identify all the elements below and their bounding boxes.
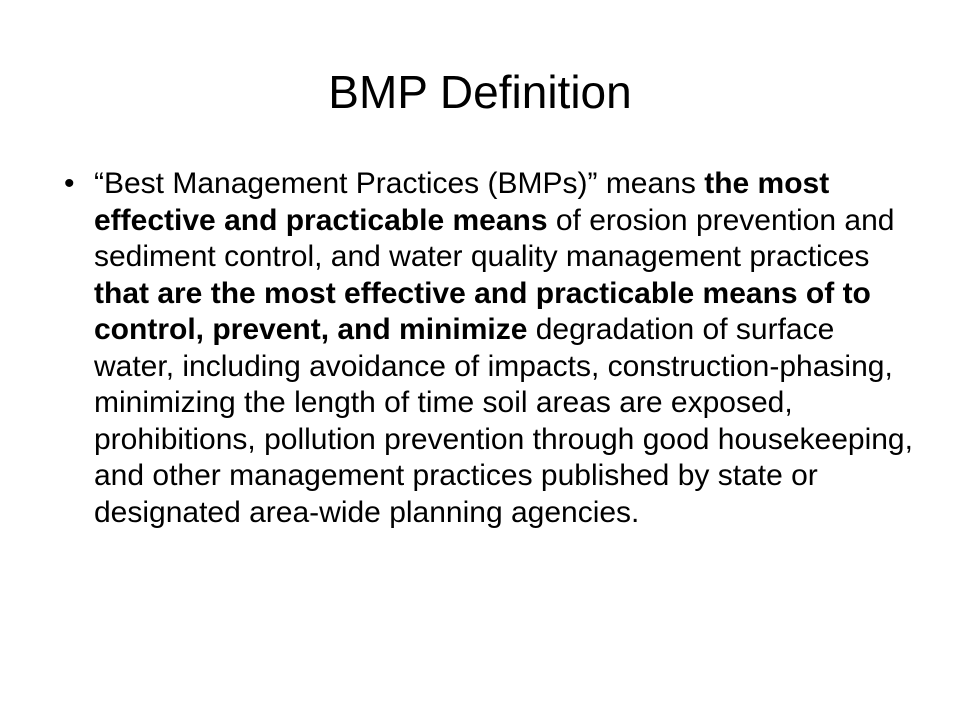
- text-segment: of erosion prevention and sediment control, and water quality management practices: [94, 203, 895, 273]
- bullet-text: [94, 167, 913, 529]
- bold-segment: that are the most effective and practicable means of to control, prevent, and minimize: [94, 276, 871, 346]
- bullet-item: [58, 166, 918, 531]
- text-segment: “Best Management Practices (BMPs)” means: [94, 167, 705, 200]
- bullet-icon: •: [64, 167, 75, 200]
- bullet-list: [58, 166, 918, 531]
- slide-title: BMP Definition: [328, 66, 632, 118]
- bold-segment: the most effective and practicable means: [94, 167, 830, 237]
- text-segment: degradation of surface water, including avoidance of impacts, construction-phasing, minimizing the length of time soil areas are exposed, prohibitions, pollution prevention through good housekeeping, and other management practices published by state or designated area-wide planning agencies.: [94, 313, 913, 529]
